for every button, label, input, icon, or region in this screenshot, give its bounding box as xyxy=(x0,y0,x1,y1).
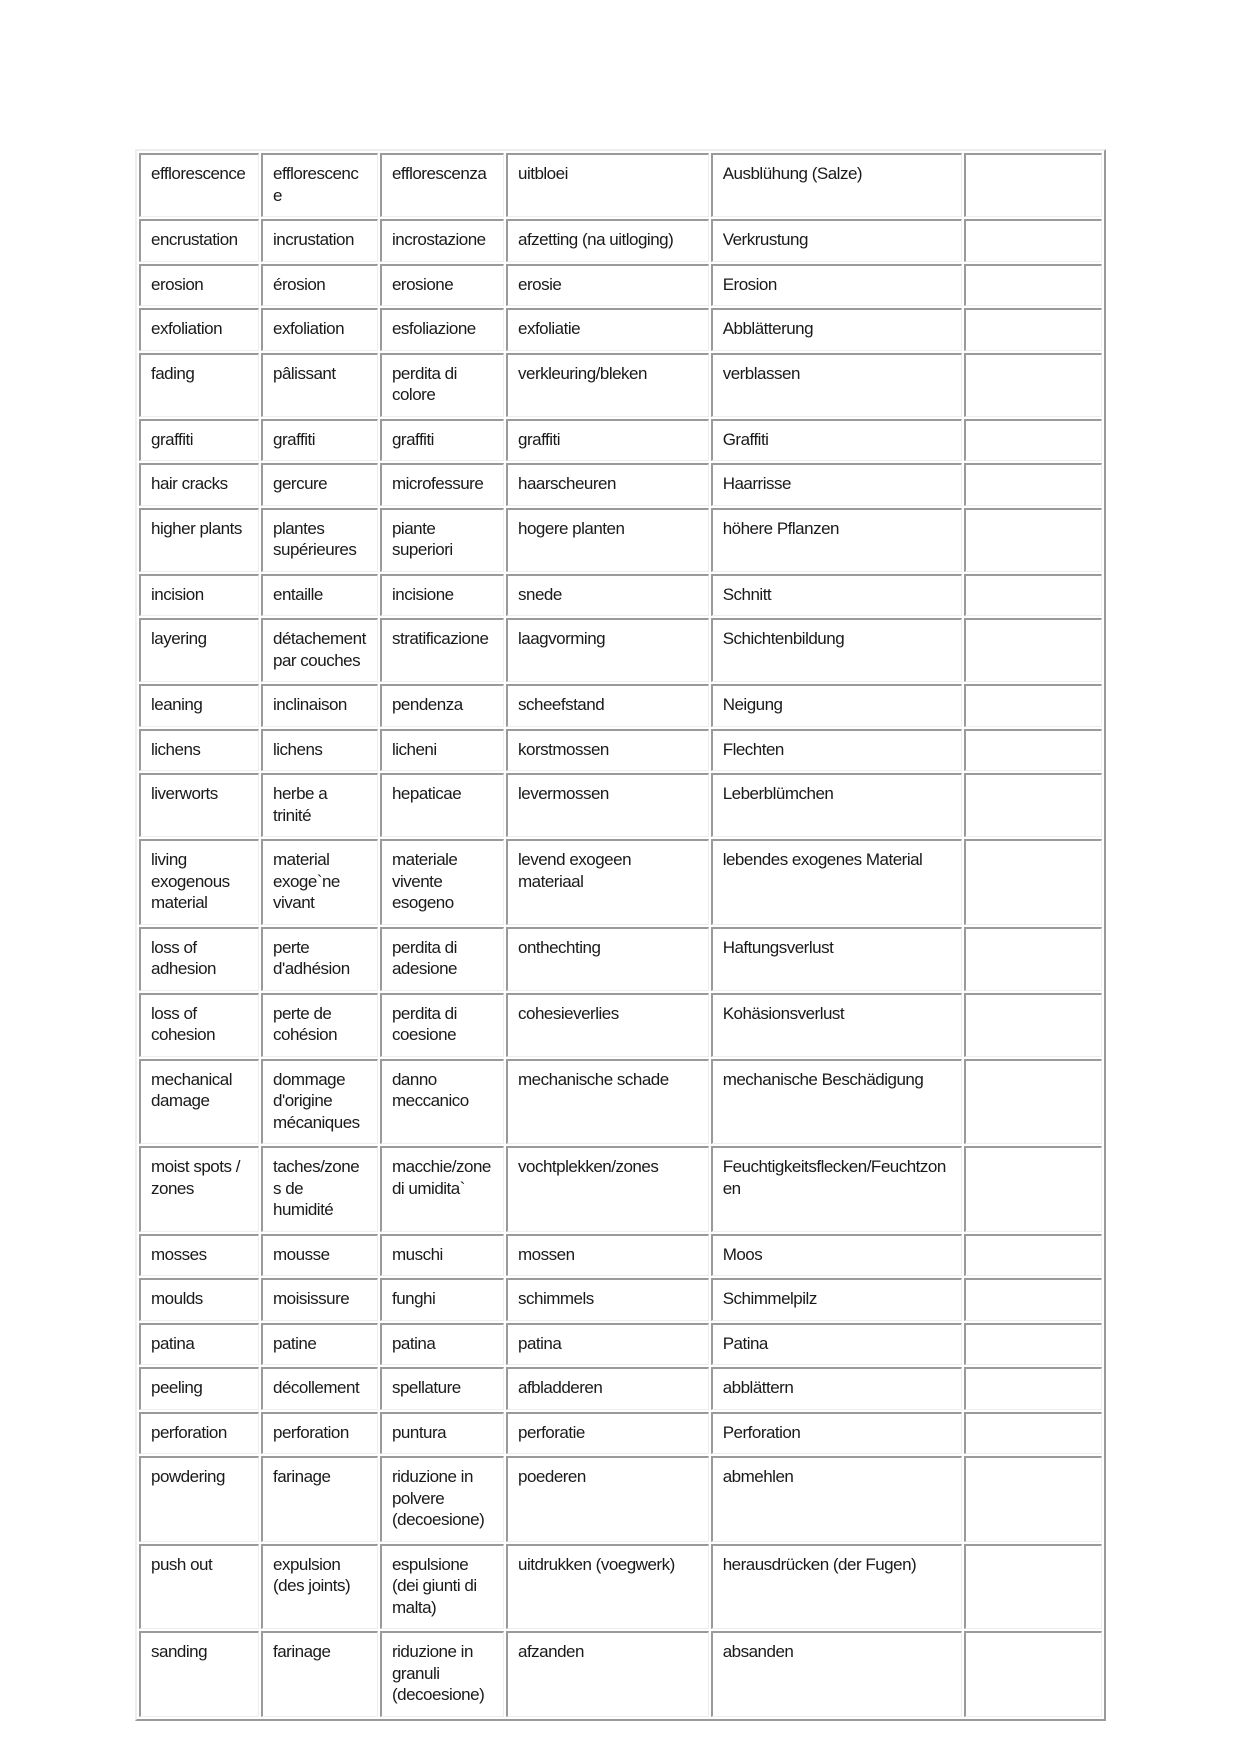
term-extra-cell xyxy=(964,419,1102,462)
term-french-cell: patine xyxy=(261,1323,378,1366)
term-english-cell: peeling xyxy=(139,1367,259,1410)
term-german-cell: abmehlen xyxy=(711,1456,962,1542)
table-row xyxy=(139,927,1102,991)
term-italian-cell: perdita di adesione xyxy=(380,927,504,991)
term-dutch-cell: erosie xyxy=(506,264,709,307)
term-italian-cell: riduzione in polvere (decoesione) xyxy=(380,1456,504,1542)
table-row xyxy=(139,993,1102,1057)
term-french-cell: incrustation xyxy=(261,219,378,262)
term-french-cell: moisissure xyxy=(261,1278,378,1321)
term-italian-cell: danno meccanico xyxy=(380,1059,504,1145)
term-french-cell: material exoge`ne vivant xyxy=(261,839,378,925)
term-italian-cell: spellature xyxy=(380,1367,504,1410)
term-dutch-cell: afzanden xyxy=(506,1631,709,1717)
term-dutch-cell: schimmels xyxy=(506,1278,709,1321)
term-german-cell: Schnitt xyxy=(711,574,962,617)
term-extra-cell xyxy=(964,773,1102,837)
table-row xyxy=(139,153,1102,217)
term-extra-cell xyxy=(964,684,1102,727)
term-dutch-cell: laagvorming xyxy=(506,618,709,682)
term-french-cell: farinage xyxy=(261,1631,378,1717)
term-german-cell: absanden xyxy=(711,1631,962,1717)
term-extra-cell xyxy=(964,1278,1102,1321)
term-german-cell: Schichtenbildung xyxy=(711,618,962,682)
term-italian-cell: macchie/zone di umidita` xyxy=(380,1146,504,1232)
term-dutch-cell: uitbloei xyxy=(506,153,709,217)
term-dutch-cell: snede xyxy=(506,574,709,617)
term-italian-cell: graffiti xyxy=(380,419,504,462)
table-row xyxy=(139,1544,1102,1630)
term-english-cell: moist spots / zones xyxy=(139,1146,259,1232)
term-italian-cell: efflorescenza xyxy=(380,153,504,217)
term-french-cell: perforation xyxy=(261,1412,378,1455)
term-french-cell: gercure xyxy=(261,463,378,506)
term-italian-cell: hepaticae xyxy=(380,773,504,837)
term-french-cell: farinage xyxy=(261,1456,378,1542)
term-german-cell: lebendes exogenes Material xyxy=(711,839,962,925)
term-english-cell: exfoliation xyxy=(139,308,259,351)
term-english-cell: erosion xyxy=(139,264,259,307)
term-german-cell: Haftungsverlust xyxy=(711,927,962,991)
term-extra-cell xyxy=(964,264,1102,307)
term-italian-cell: licheni xyxy=(380,729,504,772)
table-row xyxy=(139,264,1102,307)
term-extra-cell xyxy=(964,1544,1102,1630)
term-german-cell: Patina xyxy=(711,1323,962,1366)
term-english-cell: perforation xyxy=(139,1412,259,1455)
term-french-cell: herbe a trinité xyxy=(261,773,378,837)
term-german-cell: Graffiti xyxy=(711,419,962,462)
term-dutch-cell: hogere planten xyxy=(506,508,709,572)
term-extra-cell xyxy=(964,993,1102,1057)
term-extra-cell xyxy=(964,508,1102,572)
table-row xyxy=(139,508,1102,572)
table-row xyxy=(139,773,1102,837)
term-german-cell: Feuchtigkeitsflecken/Feuchtzonen xyxy=(711,1146,962,1232)
table-row xyxy=(139,1234,1102,1277)
term-german-cell: verblassen xyxy=(711,353,962,417)
term-french-cell: érosion xyxy=(261,264,378,307)
term-dutch-cell: afzetting (na uitloging) xyxy=(506,219,709,262)
term-german-cell: Moos xyxy=(711,1234,962,1277)
term-dutch-cell: afbladderen xyxy=(506,1367,709,1410)
term-english-cell: sanding xyxy=(139,1631,259,1717)
term-german-cell: Haarrisse xyxy=(711,463,962,506)
term-german-cell: mechanische Beschädigung xyxy=(711,1059,962,1145)
term-extra-cell xyxy=(964,1631,1102,1717)
term-extra-cell xyxy=(964,618,1102,682)
term-french-cell: graffiti xyxy=(261,419,378,462)
term-english-cell: efflorescence xyxy=(139,153,259,217)
term-french-cell: entaille xyxy=(261,574,378,617)
table-row xyxy=(139,684,1102,727)
term-extra-cell xyxy=(964,1323,1102,1366)
term-german-cell: Neigung xyxy=(711,684,962,727)
term-italian-cell: espulsione (dei giunti di malta) xyxy=(380,1544,504,1630)
term-english-cell: powdering xyxy=(139,1456,259,1542)
table-row xyxy=(139,353,1102,417)
term-dutch-cell: onthechting xyxy=(506,927,709,991)
term-french-cell: inclinaison xyxy=(261,684,378,727)
term-extra-cell xyxy=(964,574,1102,617)
term-english-cell: moulds xyxy=(139,1278,259,1321)
term-extra-cell xyxy=(964,1412,1102,1455)
term-dutch-cell: haarscheuren xyxy=(506,463,709,506)
term-german-cell: abblättern xyxy=(711,1367,962,1410)
term-dutch-cell: cohesieverlies xyxy=(506,993,709,1057)
term-dutch-cell: verkleuring/bleken xyxy=(506,353,709,417)
term-english-cell: higher plants xyxy=(139,508,259,572)
term-dutch-cell: levend exogeen materiaal xyxy=(506,839,709,925)
term-extra-cell xyxy=(964,927,1102,991)
term-extra-cell xyxy=(964,1456,1102,1542)
term-dutch-cell: patina xyxy=(506,1323,709,1366)
term-german-cell: Erosion xyxy=(711,264,962,307)
term-english-cell: encrustation xyxy=(139,219,259,262)
term-dutch-cell: mechanische schade xyxy=(506,1059,709,1145)
table-row xyxy=(139,839,1102,925)
term-extra-cell xyxy=(964,1234,1102,1277)
term-dutch-cell: exfoliatie xyxy=(506,308,709,351)
term-extra-cell xyxy=(964,729,1102,772)
term-german-cell: Kohäsionsverlust xyxy=(711,993,962,1057)
table-row xyxy=(139,1278,1102,1321)
term-french-cell: lichens xyxy=(261,729,378,772)
term-english-cell: lichens xyxy=(139,729,259,772)
term-extra-cell xyxy=(964,463,1102,506)
table-row xyxy=(139,1323,1102,1366)
term-extra-cell xyxy=(964,1146,1102,1232)
term-italian-cell: riduzione in granuli (decoesione) xyxy=(380,1631,504,1717)
term-extra-cell xyxy=(964,219,1102,262)
term-extra-cell xyxy=(964,1059,1102,1145)
term-french-cell: pâlissant xyxy=(261,353,378,417)
term-italian-cell: materiale vivente esogeno xyxy=(380,839,504,925)
term-italian-cell: muschi xyxy=(380,1234,504,1277)
term-english-cell: loss of cohesion xyxy=(139,993,259,1057)
term-english-cell: liverworts xyxy=(139,773,259,837)
term-english-cell: push out xyxy=(139,1544,259,1630)
term-italian-cell: patina xyxy=(380,1323,504,1366)
term-french-cell: expulsion (des joints) xyxy=(261,1544,378,1630)
term-english-cell: layering xyxy=(139,618,259,682)
term-dutch-cell: poederen xyxy=(506,1456,709,1542)
term-dutch-cell: scheefstand xyxy=(506,684,709,727)
term-english-cell: patina xyxy=(139,1323,259,1366)
term-extra-cell xyxy=(964,353,1102,417)
term-german-cell: Ausblühung (Salze) xyxy=(711,153,962,217)
term-german-cell: Leberblümchen xyxy=(711,773,962,837)
term-italian-cell: puntura xyxy=(380,1412,504,1455)
term-extra-cell xyxy=(964,308,1102,351)
table-row xyxy=(139,308,1102,351)
term-italian-cell: perdita di coesione xyxy=(380,993,504,1057)
table-row xyxy=(139,419,1102,462)
term-german-cell: Perforation xyxy=(711,1412,962,1455)
term-dutch-cell: levermossen xyxy=(506,773,709,837)
term-italian-cell: microfessure xyxy=(380,463,504,506)
term-french-cell: dommage d'origine mécaniques xyxy=(261,1059,378,1145)
table-row xyxy=(139,1146,1102,1232)
term-french-cell: détachement par couches xyxy=(261,618,378,682)
term-french-cell: efflorescence xyxy=(261,153,378,217)
term-german-cell: Abblätterung xyxy=(711,308,962,351)
term-extra-cell xyxy=(964,839,1102,925)
term-dutch-cell: mossen xyxy=(506,1234,709,1277)
document-page xyxy=(135,149,1106,1721)
table-body xyxy=(139,153,1102,1717)
term-french-cell: décollement xyxy=(261,1367,378,1410)
term-italian-cell: funghi xyxy=(380,1278,504,1321)
table-row xyxy=(139,574,1102,617)
term-english-cell: living exogenous material xyxy=(139,839,259,925)
table-row xyxy=(139,1059,1102,1145)
term-italian-cell: incrostazione xyxy=(380,219,504,262)
table-row xyxy=(139,1456,1102,1542)
table-row xyxy=(139,618,1102,682)
term-italian-cell: perdita di colore xyxy=(380,353,504,417)
term-dutch-cell: korstmossen xyxy=(506,729,709,772)
term-french-cell: mousse xyxy=(261,1234,378,1277)
table-row xyxy=(139,1412,1102,1455)
terminology-table xyxy=(135,149,1106,1721)
term-english-cell: graffiti xyxy=(139,419,259,462)
term-english-cell: incision xyxy=(139,574,259,617)
term-french-cell: plantes supérieures xyxy=(261,508,378,572)
term-german-cell: herausdrücken (der Fugen) xyxy=(711,1544,962,1630)
term-german-cell: Verkrustung xyxy=(711,219,962,262)
term-italian-cell: erosione xyxy=(380,264,504,307)
term-english-cell: mosses xyxy=(139,1234,259,1277)
term-german-cell: höhere Pflanzen xyxy=(711,508,962,572)
term-german-cell: Schimmelpilz xyxy=(711,1278,962,1321)
term-italian-cell: stratificazione xyxy=(380,618,504,682)
term-dutch-cell: perforatie xyxy=(506,1412,709,1455)
table-row xyxy=(139,219,1102,262)
term-italian-cell: esfoliazione xyxy=(380,308,504,351)
term-french-cell: taches/zones de humidité xyxy=(261,1146,378,1232)
table-row xyxy=(139,463,1102,506)
term-italian-cell: pendenza xyxy=(380,684,504,727)
term-dutch-cell: uitdrukken (voegwerk) xyxy=(506,1544,709,1630)
table-row xyxy=(139,1367,1102,1410)
term-english-cell: fading xyxy=(139,353,259,417)
term-english-cell: leaning xyxy=(139,684,259,727)
term-extra-cell xyxy=(964,153,1102,217)
term-extra-cell xyxy=(964,1367,1102,1410)
term-english-cell: mechanical damage xyxy=(139,1059,259,1145)
term-english-cell: hair cracks xyxy=(139,463,259,506)
term-french-cell: perte d'adhésion xyxy=(261,927,378,991)
term-italian-cell: incisione xyxy=(380,574,504,617)
term-french-cell: perte de cohésion xyxy=(261,993,378,1057)
term-dutch-cell: graffiti xyxy=(506,419,709,462)
term-french-cell: exfoliation xyxy=(261,308,378,351)
term-german-cell: Flechten xyxy=(711,729,962,772)
table-row xyxy=(139,729,1102,772)
term-italian-cell: piante superiori xyxy=(380,508,504,572)
term-dutch-cell: vochtplekken/zones xyxy=(506,1146,709,1232)
term-english-cell: loss of adhesion xyxy=(139,927,259,991)
table-row xyxy=(139,1631,1102,1717)
